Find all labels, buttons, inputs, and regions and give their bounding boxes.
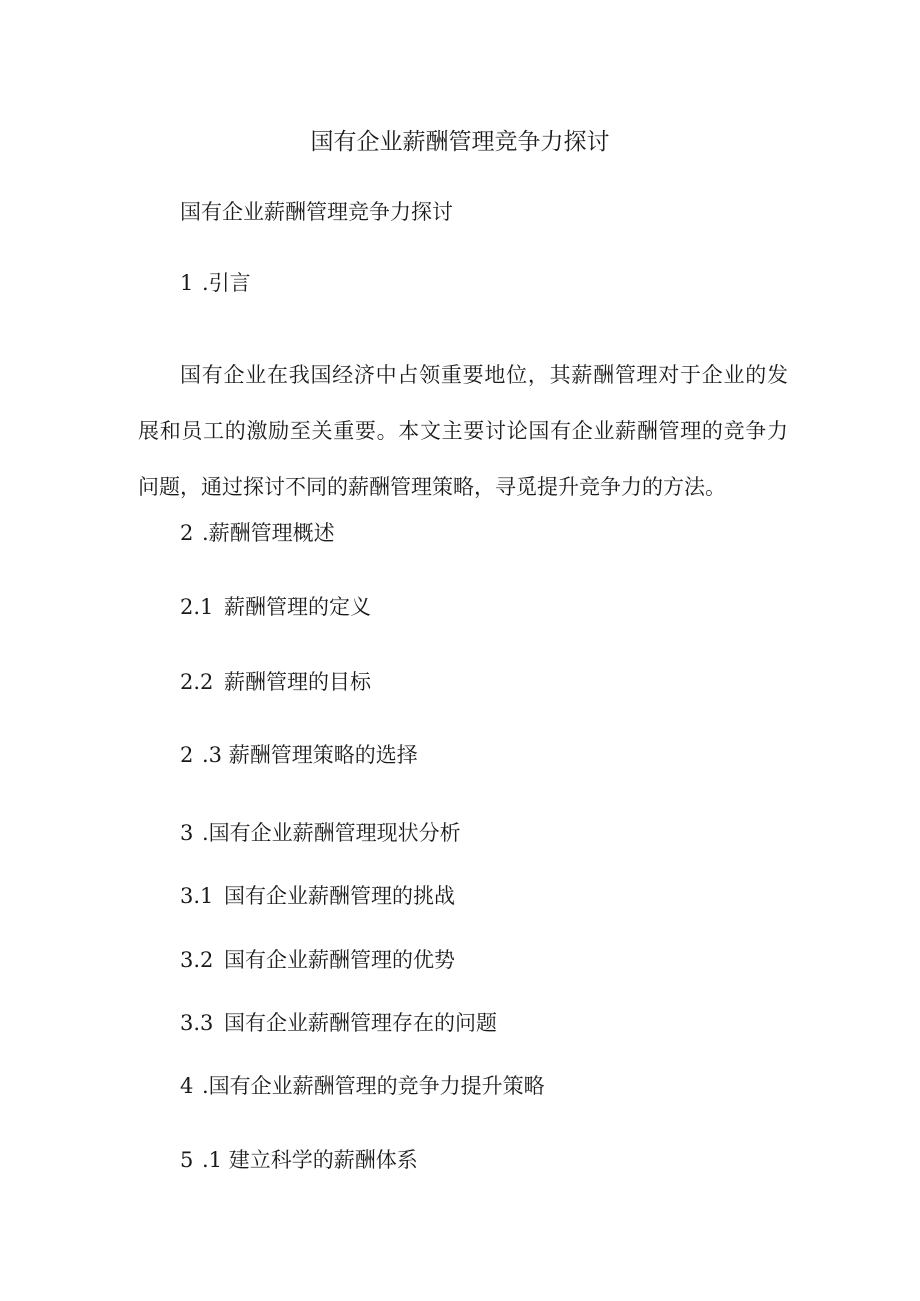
section-text: 薪酬管理的定义 xyxy=(224,595,371,619)
section-heading-4 xyxy=(180,1071,545,1101)
intro-paragraph: 国有企业在我国经济中占领重要地位，其薪酬管理对于企业的发展和员工的激励至关重要。本文主要讨论国有企业薪酬管理的竞争力问题，通过探讨不同的薪酬管理策略，寻觅提升竞争力的方法。 xyxy=(138,363,788,499)
section-number: 5 xyxy=(180,1148,194,1172)
section-number: 2.2 xyxy=(180,670,214,694)
section-text: .国有企业薪酬管理的竞争力提升策略 xyxy=(202,1074,545,1098)
section-number: 3 xyxy=(180,821,194,845)
section-heading-2-1 xyxy=(180,592,371,622)
section-text: 薪酬管理的目标 xyxy=(224,670,371,694)
section-heading-3 xyxy=(180,818,461,848)
section-heading-3-2 xyxy=(180,945,455,975)
section-text: .1 建立科学的薪酬体系 xyxy=(202,1148,418,1172)
section-heading-1 xyxy=(180,268,251,298)
section-number: 3.2 xyxy=(180,948,214,972)
section-heading-2 xyxy=(180,518,335,548)
section-text: .薪酬管理概述 xyxy=(202,521,335,545)
section-text: 国有企业薪酬管理的优势 xyxy=(224,948,455,972)
section-text: .引言 xyxy=(202,271,251,295)
section-heading-4-1 xyxy=(180,1145,418,1175)
section-number: 3.1 xyxy=(180,884,214,908)
section-text: 国有企业薪酬管理存在的问题 xyxy=(224,1011,497,1035)
section-text: 国有企业薪酬管理的挑战 xyxy=(224,884,455,908)
section-heading-3-1 xyxy=(180,881,455,911)
section-number: 2 xyxy=(180,521,194,545)
document-title: 国有企业薪酬管理竞争力探讨 xyxy=(310,129,610,155)
section-heading-2-3 xyxy=(180,740,418,770)
document-subtitle: 国有企业薪酬管理竞争力探讨 xyxy=(180,200,453,224)
section-text: .国有企业薪酬管理现状分析 xyxy=(202,821,461,845)
section-heading-3-3 xyxy=(180,1008,497,1038)
section-text: .3 薪酬管理策略的选择 xyxy=(202,743,418,767)
section-number: 4 xyxy=(180,1074,194,1098)
section-number: 3.3 xyxy=(180,1011,214,1035)
section-heading-2-2 xyxy=(180,667,371,697)
section-number: 2 xyxy=(180,743,194,767)
section-number: 1 xyxy=(180,271,194,295)
section-number: 2.1 xyxy=(180,595,214,619)
